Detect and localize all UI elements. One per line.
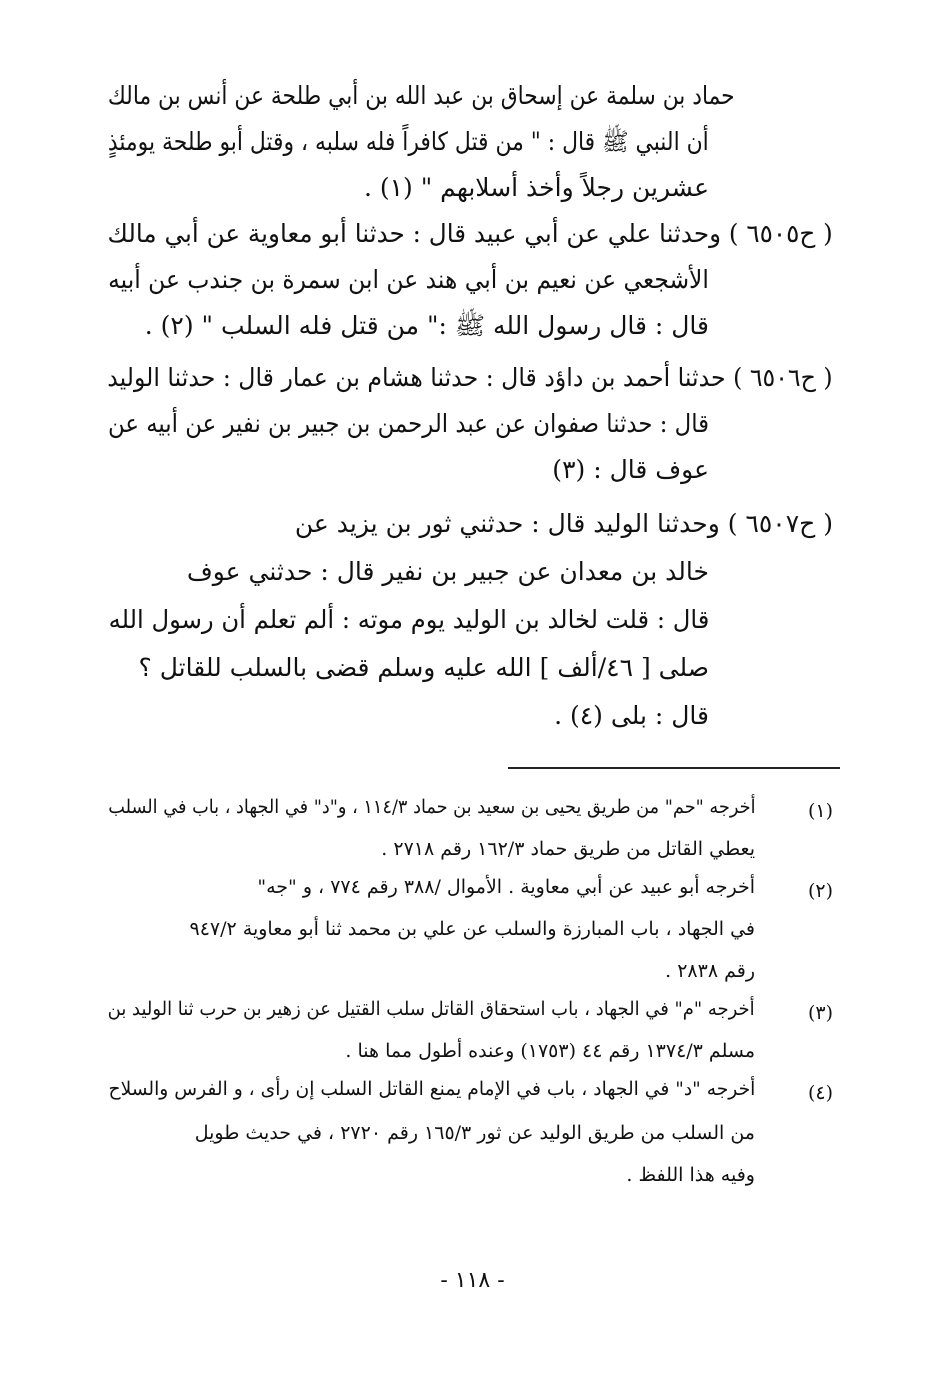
footnote-number: (١) [807,800,833,822]
text-line: خالد بن معدان عن جبير بن نفير قال : حدثني عوف [186,557,709,586]
text-line: قال : قال رسول الله ﷺ :" من قتل فله السلب " (٢) . [144,311,709,340]
hadith-6505-line: ( ح٦٥٠٥ ) وحدثنا علي عن أبي عبيد قال : حدثنا أبو معاوية عن أبي مالك [107,219,833,248]
footnote-line: وفيه هذا اللفظ . [626,1164,755,1186]
footnote-line: مسلم ١٣٧٤/٣ رقم ٤٤ (١٧٥٣) وعنده أطول مما هنا . [345,1040,755,1062]
text-line: الأشجعي عن نعيم بن أبي هند عن ابن سمرة بن جندب عن أبيه [108,265,709,294]
footnote-line: يعطي القاتل من طريق حماد ١٦٢/٣ رقم ٢٧١٨ . [381,838,755,860]
footnote-line: أخرجه "د" في الجهاد ، باب في الإمام يمنع القاتل السلب إن رأى ، و الفرس والسلاح [108,1078,755,1100]
footnote-number: (٢) [807,880,833,902]
hadith-6506-line: ( ح٦٥٠٦ ) حدثنا أحمد بن داؤد قال : حدثنا هشام بن عمار قال : حدثنا الوليد [107,363,833,392]
footnote-line: أخرجه "حم" من طريق يحيى بن سعيد بن حماد ١١٤/٣ ، و"د" في الجهاد ، باب في السلب [107,796,755,818]
text-line: قال : قلت لخالد بن الوليد يوم موته : ألم تعلم أن رسول الله [108,605,709,634]
text-line: صلى [ ٤٦/ألف ] الله عليه وسلم قضى بالسلب للقاتل ؟ [138,653,709,682]
text-line: قال : حدثنا صفوان عن عبد الرحمن بن جبير بن نفير عن أبيه عن [107,409,709,438]
text-line: حماد بن سلمة عن إسحاق بن عبد الله بن أبي طلحة عن أنس بن مالك [108,81,735,110]
text-line: قال : بلى (٤) . [554,701,709,730]
footnote-number: (٤) [807,1082,833,1104]
footnote-line: رقم ٢٨٣٨ . [665,960,755,982]
footnote-line: أخرجه أبو عبيد عن أبي معاوية . الأموال /٣٨٨ رقم ٧٧٤ ، و "جه" [257,876,755,898]
footnote-separator [508,767,840,769]
footnote-number: (٣) [807,1002,833,1024]
text-line: أن النبي ﷺ قال : " من قتل كافراً فله سلبه ، وقتل أبو طلحة يومئذٍ [108,127,709,156]
footnote-line: في الجهاد ، باب المبارزة والسلب عن علي بن محمد ثنا أبو معاوية ٩٤٧/٢ [189,918,755,940]
footnote-line: أخرجه "م" في الجهاد ، باب استحقاق القاتل سلب القتيل عن زهير بن حرب ثنا الوليد بن [108,998,755,1020]
text-line: عوف قال : (٣) [552,455,709,484]
hadith-6507-line: ( ح٦٥٠٧ ) وحدثنا الوليد قال : حدثني ثور بن يزيد عن [294,509,833,538]
page-number: - ١١٨ - [440,1268,505,1293]
footnote-line: من السلب من طريق الوليد عن ثور ١٦٥/٣ رقم ٢٧٢٠ ، في حديث طويل [194,1122,755,1144]
text-line: عشرين رجلاً وأخذ أسلابهم " (١) . [363,173,709,202]
